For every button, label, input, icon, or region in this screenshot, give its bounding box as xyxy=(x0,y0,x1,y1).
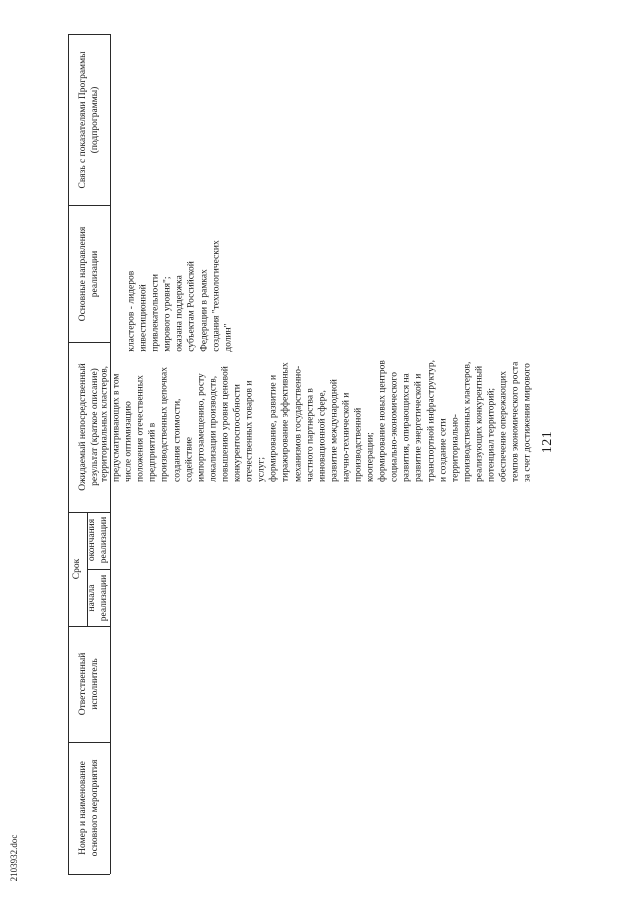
table-border-top xyxy=(68,34,110,35)
cell-main-directions: кластеров - лидеров инвестиционной привлекательности мирового уровня"; оказана поддержка субъектам Российской Федерации в рамках создания "технологических долин" xyxy=(126,240,234,352)
document-code: 2103932.doc xyxy=(9,834,19,882)
page-number: 121 xyxy=(540,430,555,454)
column-divider-1 xyxy=(68,205,110,206)
header-responsible: Ответственный исполнитель xyxy=(78,652,100,716)
column-divider-3 xyxy=(68,512,110,513)
header-number-name: Номер и наименование основного мероприятия xyxy=(78,759,100,857)
column-divider-5 xyxy=(68,626,110,627)
column-divider-2 xyxy=(68,342,110,343)
column-divider-4 xyxy=(87,569,110,570)
table-border-left xyxy=(68,34,69,874)
header-term-end: окончания реализации xyxy=(87,516,109,564)
header-main-directions: Основные направления реализации xyxy=(78,226,100,322)
header-link-indicators: Связь с показателями Программы (подпрограммы) xyxy=(78,51,100,189)
column-divider-6 xyxy=(68,742,110,743)
header-term-start: начала реализации xyxy=(87,574,109,622)
cell-expected-result: территориальных кластеров, предусматривающих в том числе оптимизацию положения отечественных предприятий в производственных цепочках создания стоимости, содействие импортозамещению, росту локализации производств, повышению уровня ценовой конкурентоспособности отечественных товаров и услуг; формирование, развитие и тиражирование эффективных механизмов государственно- частного партнерства в инновационной сфере, развитие международной научно-технической и производственной кооперации; формирование новых центров социально-экономического развития, опирающихся на развитие энергетической и транспортной инфраструктур, и создание сети территориально- производственных кластеров, реализующих конкурентный потенциал территорий; обеспечение опережающих темпов экономического роста за счет достижения мирового xyxy=(99,360,533,482)
table-border-bottom xyxy=(68,874,110,875)
header-expected-result: Ожидаемый непосредственный результат (краткое описание) xyxy=(78,363,100,491)
header-term: Срок xyxy=(72,558,82,580)
